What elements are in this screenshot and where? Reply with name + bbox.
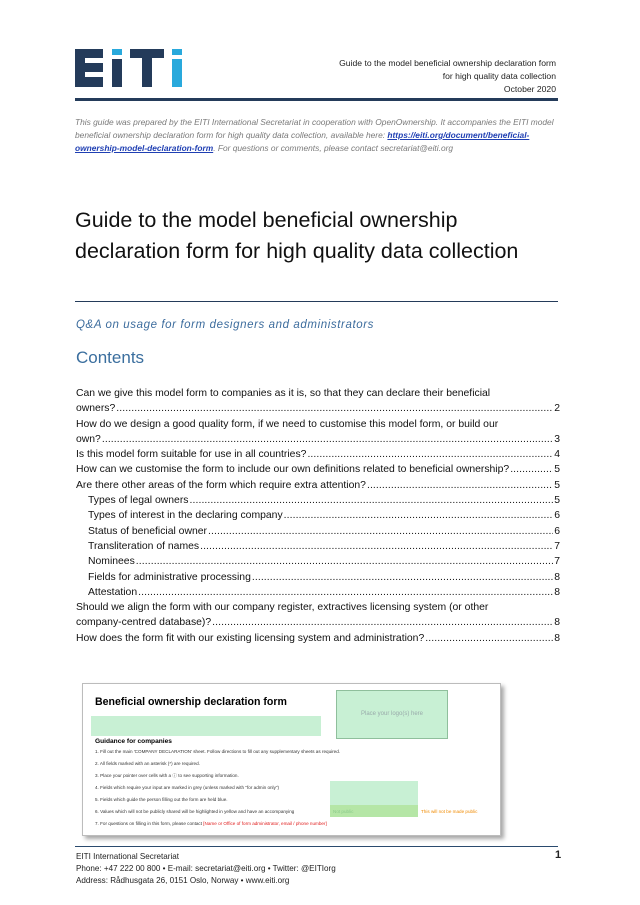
toc-leader-dots [284, 508, 554, 523]
toc-page-number: 2 [554, 403, 560, 415]
toc-entry-line [76, 401, 560, 416]
toc-entry-line [88, 508, 560, 523]
toc-page-number: 5 [554, 495, 560, 507]
toc-entry[interactable] [76, 600, 560, 631]
guidance-item: 6. Values which will not be publicly shared will be highlighted in yellow and have an accompanying [95, 809, 295, 814]
toc-entry-line [88, 524, 560, 539]
toc-entry[interactable] [76, 524, 560, 539]
toc-page-number: 7 [554, 540, 560, 552]
toc-entry-title: Types of interest in the declaring company [88, 510, 283, 522]
toc-entry[interactable] [76, 478, 560, 493]
footer-rule [75, 846, 558, 847]
toc-entry-title: How does the form fit with our existing licensing system and administration? [76, 632, 425, 644]
page-number: 1 [555, 849, 562, 861]
toc-leader-dots [212, 615, 553, 630]
toc-leader-dots [208, 524, 553, 539]
toc-entry-title: Are there other areas of the form which require extra attention? [76, 479, 366, 491]
toc-entry-line [76, 615, 560, 630]
form-screenshot [82, 683, 501, 836]
admin-contact: [Name or Office of form administrator, email / phone number] [203, 821, 327, 826]
toc-page-number: 5 [554, 464, 560, 476]
document-title: Guide to the model beneficial ownership declaration form for high quality data collection [75, 208, 519, 263]
eiti-logo-mark [75, 49, 185, 87]
toc-entry[interactable] [76, 585, 560, 600]
toc-entry-line [76, 432, 560, 447]
toc-page-number: 5 [554, 479, 560, 491]
toc-leader-dots [102, 432, 553, 447]
footer-address: Address: Rådhusgata 26, 0151 Oslo, Norway • www.eiti.org [76, 876, 290, 885]
toc-entry[interactable] [76, 493, 560, 508]
form-input-cell [330, 793, 418, 805]
contents-heading: Contents [76, 348, 145, 367]
footer [76, 851, 336, 887]
toc-page-number: 6 [554, 510, 560, 522]
intro-paragraph [75, 116, 561, 154]
toc-entry-line [88, 585, 560, 600]
not-public-cell-text: Not public [333, 809, 354, 814]
form-green-bar [91, 716, 321, 736]
guidance-item [95, 821, 327, 826]
not-public-note: This will not be made public [421, 809, 478, 814]
toc-entry-title: How can we customise the form to include our own definitions related to beneficial ownership? [76, 464, 510, 476]
toc-entry-line [76, 631, 560, 646]
toc-entry[interactable] [76, 462, 560, 477]
toc-page-number: 8 [554, 571, 560, 583]
toc-entry[interactable] [76, 386, 560, 417]
toc-page-number: 3 [554, 433, 560, 445]
header-meta [256, 57, 556, 96]
form-title: Beneficial ownership declaration form [95, 696, 287, 708]
toc-leader-dots [116, 401, 553, 416]
eiti-logo [75, 49, 185, 87]
toc-entry-title: owners? [76, 403, 116, 415]
toc-entry-line [88, 554, 560, 569]
toc-entry-title: Fields for administrative processing [88, 571, 251, 583]
intro-text: This guide was prepared by the EITI International Secretariat in cooperation with OpenOwnership. It accompanies the EITI model beneficial ownership declaration form for high quality data collection, available here: [75, 117, 554, 140]
toc-leader-dots [252, 570, 553, 585]
toc-leader-dots [138, 585, 553, 600]
title-rule [75, 301, 558, 302]
toc-entry-title: Types of legal owners [88, 495, 189, 507]
toc-entry[interactable] [76, 508, 560, 523]
toc-entry-line [88, 570, 560, 585]
toc-entry[interactable] [76, 447, 560, 462]
toc-leader-dots [136, 554, 553, 569]
toc-page-number: 6 [554, 525, 560, 537]
toc-entry[interactable] [76, 631, 560, 646]
table-of-contents [76, 386, 560, 646]
logo-placeholder [336, 690, 448, 739]
toc-leader-dots [510, 462, 553, 477]
guidance-item: 4. Fields which require your input are marked in grey (unless marked with "for admin only") [95, 785, 280, 790]
toc-page-number: 8 [554, 617, 560, 629]
guidance-item: 5. Fields which guide the person filling out the form are held blue. [95, 797, 228, 802]
guidance-item: 2. All fields marked with an asterisk (*) are required. [95, 761, 200, 766]
header-meta-line: for high quality data collection [442, 71, 556, 81]
header-meta-line: Guide to the model beneficial ownership declaration form [339, 58, 556, 68]
form-input-cell [330, 781, 418, 793]
toc-leader-dots [190, 493, 554, 508]
toc-page-number: 7 [554, 556, 560, 568]
toc-entry-title-line: Should we align the form with our company register, extractives licensing system (or other [76, 602, 489, 614]
toc-leader-dots [200, 539, 553, 554]
toc-entry[interactable] [76, 554, 560, 569]
toc-entry-title-line: Can we give this model form to companies as it is, so that they can declare their beneficial [76, 388, 491, 399]
logo-placeholder-text: Place your logo(s) here [360, 711, 424, 717]
toc-page-number: 8 [554, 586, 560, 598]
toc-entry-title: Is this model form suitable for use in all countries? [76, 449, 307, 461]
toc-entry-title: Status of beneficial owner [88, 525, 207, 537]
toc-leader-dots [367, 478, 553, 493]
guidance-item-text: 7. For questions on filling in this form, please contact [95, 821, 204, 826]
toc-entry[interactable] [76, 570, 560, 585]
footer-org: EITI International Secretariat [76, 852, 180, 861]
toc-page-number: 4 [554, 449, 560, 461]
toc-entry[interactable] [76, 539, 560, 554]
intro-text-after: . For questions or comments, please contact secretariat@eiti.org [213, 142, 454, 153]
toc-entry-line [76, 478, 560, 493]
document-subtitle: Q&A on usage for form designers and administrators [76, 319, 375, 331]
toc-entry-title: company-centred database)? [76, 617, 212, 629]
form-link[interactable]: https://eiti.org/document/beneficial-ownership-model-declaration-form [75, 129, 530, 153]
toc-entry-title-line: How do we design a good quality form, if we need to customise this model form, or build our [76, 418, 499, 430]
toc-entry-line [76, 462, 560, 477]
toc-entry-line [76, 447, 560, 462]
footer-contact: Phone: +47 222 00 800 • E-mail: secretariat@eiti.org • Twitter: @EITIorg [76, 864, 336, 873]
toc-entry-line [88, 493, 560, 508]
toc-entry-title: Attestation [88, 586, 138, 598]
toc-entry-title: Nominees [88, 556, 135, 568]
toc-leader-dots [425, 631, 553, 646]
toc-entry-title: Transliteration of names [88, 540, 200, 552]
toc-leader-dots [307, 447, 553, 462]
guidance-heading: Guidance for companies [95, 738, 172, 745]
header-meta-line: October 2020 [503, 84, 556, 94]
toc-entry[interactable] [76, 417, 560, 448]
toc-entry-line [88, 539, 560, 554]
guidance-item: 3. Place your pointer over cells with a ⓘ to see supporting information. [95, 773, 239, 778]
header-rule [75, 98, 558, 101]
guidance-item: 1. Fill out the main 'COMPANY DECLARATION' sheet. Follow directions to fill out any supplementary sheets as required. [95, 749, 341, 754]
toc-page-number: 8 [554, 632, 560, 644]
toc-entry-title: own? [76, 433, 101, 445]
